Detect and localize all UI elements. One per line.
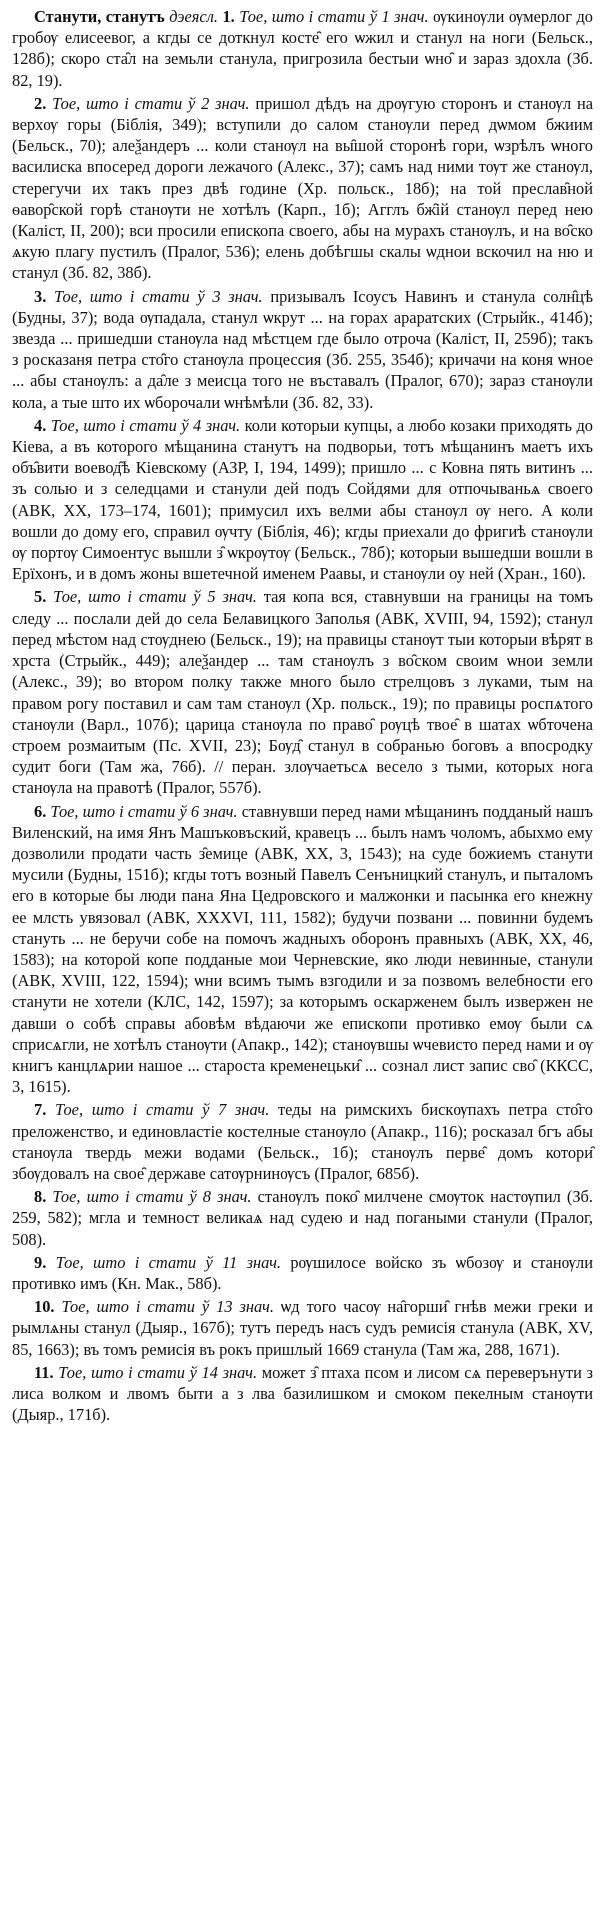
sense-definition: Тое, што і стати ў 11 знач. [55,1252,282,1272]
sense-text: пришол дѣдъ на дрѹгую сторонъ и станѹл на верхѹ горы (Біблія, 349); вступили до салом станѹли перед дѡмом бжиим (Бельск., 70); алеѯандеръ ... коли станѹл на вы̑шой сторонѣ гори, ѡзрѣлъ ѡного василиска впосеред дороги лежачого (Алекс., 37); самъ над ними тѹт же станѹл, стерегучи их такъ през двѣ године (Хр. польск., 18б); на той преслав̑ной ѳавор̑ской горѣ станѹти не хотѣлъ (Карп., 1б); Агглъ бж̑ій станѹл перед нею (Каліст, II, 200); вси просили епископа своего, абы на мурахъ станѹлъ, и на во̑ско ѧкую плагу пустилъ (Пралог, 536); елень добѣгшы скалы ѡднои вскочил на ню и станул (Зб. 82, 38б). [12,93,593,283]
sense-text: тая копа вся, ставнувши на границы на томъ следу ... послали дей до села Белавицкого Заполья (АВК, XVIII, 94, 1592); станул перед мѣстом над стѹднею (Бельск., 19); на правицы станѹт тыи которыи вѣрят в хрста (Стрыйк., 449); алеѯандер ... там станѹлъ з во̑ском своим ѡнои земли (Алекс., 39); во втором полку также много было стрелцовъ з луками, тым на правом рогу поставил и сам там станѹл (Хр. польск., 19); по правицы роспѧтого станѹли (Варл., 107б); царица станѹла по право̑ рѹцѣ твое̑ в шатах ѡбточена строем розмаитым (Пс. XVII, 23); Бѹд̑ станул в собранью боговъ а впосродку судит боги (Там жа, 76б). // перан. злѹчаетьсѧ весело з тыми, которых нога станѹла на правотѣ (Пралог, 557б). [12,587,593,798]
sense-definition: Тое, што і стати ў 2 знач. [52,93,250,113]
sense-text: призывалъ Ісоусъ Навинъ и станула солн̑цѣ (Будны, 37); вода ѹпадала, станул ѡкрут ... на горах араратских (Стрыйк., 414б); звезда ... пришедши станѹла над мѣстцем где было отроча (Каліст, II, 259б); такъ з росказаня петра сто̑го станѹла процессия (Зб. 255, 354б); кричачи на коня ѡное ... абы станѹлъ: а да̑ле з меисца того не въставалъ (Пралог, 670); зараз станѹли кола, а тые што их ѡборочали ѡнѣмѣли (Зб. 82, 33). [12,286,593,412]
sense-definition: Тое, што і стати ў 7 знач. [54,1100,270,1120]
sense-definition: Тое, што і стати ў 4 знач. [50,415,241,435]
sense-paragraph-3 [12,286,593,413]
sense-paragraph-6 [12,801,593,1098]
sense-text: рѹшилосе войско зъ ѡбозѹ и станѹли противко имъ (Кн. Мак., 58б). [12,1252,593,1293]
sense-paragraph-9 [12,1252,593,1294]
sense-number: 1. [222,7,235,26]
sense-paragraph-5 [12,586,593,798]
sense-paragraph-4 [12,415,593,585]
sense-definition: Тое, што і стати ў 8 знач. [52,1187,252,1207]
sense-paragraph-2 [12,93,593,284]
sense-text: коли которыи купцы, а любо козаки приходять до Кіева, а въ которого мѣщанина станутъ на подворьи, тотъ мѣщанинъ маетъ ихъ объ̑вити воевод̑ѣ Кіевскому (АЗР, I, 194, 1499); пришло ... с Ковна пять витинъ ... зъ солью и з селедцами и станули дей подъ Сойдями для отпочываньѧ своего (АВК, XX, 173–174, 1601); примусил ихъ велми абы станѹл ѹ него. А коли вошли до дому его, справил ѹчту (Біблія, 46); кгды приехали до фригиѣ станѹли ѹ портѹ Симоентус вышли з̑ ѡкрѹтѹ (Бельск., 78б); которыи вышедши вошли в Ерїхонъ, и в домъ жоны вшетечной именем Раавы, и станѹли оу ней (Хран., 160). [12,415,593,584]
headword: Станути, станутъ [34,7,165,26]
sense-text: ѹкинѹли ѹмерлог до гробѹ елисеевог, а кгды се доткнул косте̑ его ѡжил и станул на ноги (Бельск., 128б); скоро ста̑л на земьли станула, пригрозила бестыи ѡно̑ и зараз здохла (Зб. 82, 19). [12,7,593,90]
sense-number: 7. [34,1100,47,1120]
sense-paragraph-1 [12,6,593,91]
sense-number: 11. [34,1362,54,1382]
sense-text: ставнувши перед нами мѣщанинъ подданый нашъ Виленский, на имя Янъ Машъковъский, кравецъ ... былъ намъ чоломъ, абыхмо ему дозволили продати часть з̑емице (АВК, XX, 3, 1543); на суде божиемъ станути мусили (Будны, 151б); кгды тотъ возный Павелъ Сенъницкий станулъ, и пыталомъ его в которые бы люди пана Яна Цедровского и малжонки и пасынка его кнежну ее млсть увязовал (АВК, XXXVI, 111, 1582); будучи позвани ... повинни будемъ стануть ... не беручи собе на помочъ жадныхъ оборонъ правныхъ (АВК, XX, 46, 1583); на которой копе подданые мои Черневские, яко люди невинные, станули (АВК, XVIII, 122, 1594); ѡни всимъ тымъ взгодили и за позвомъ велебности его станути не хотели (КЛС, 142, 1597); за которымъ оскарженем былъ извержен не давши о собѣ справы абовѣм вѣдаючи же епископи противко емѹ были сѧ сприсѧгли, не хотѣлъ станѹти (Апакр., 142); станѹвшы ѡчевисто перед нами и ѹ книгъ канцлѧрии нашое ... староста кременецьки̑ ... сознал лист запис сво̑ (ККСС, 3, 1615). [12,801,594,1097]
sense-number: 3. [34,286,47,306]
sense-number: 8. [34,1187,47,1207]
part-of-speech: дэеясл. [169,7,218,26]
sense-paragraph-11 [12,1362,593,1426]
sense-paragraph-10 [12,1296,593,1360]
sense-number: 10. [34,1297,55,1317]
sense-definition: Тое, што і стати ў 13 знач. [61,1297,274,1317]
sense-text: станѹлъ поко̑ милчене смѹток настѹпил (Зб. 259, 582); мгла и темност великаѧ над судею и над погаными станули (Пралог, 508). [12,1187,593,1249]
sense-definition: Тое, што і стати ў 3 знач. [54,286,263,306]
sense-number: 5. [34,587,47,607]
sense-number: 9. [34,1252,47,1272]
sense-definition: Тое, што і стати ў 5 знач. [53,587,257,607]
sense-text: может з̑ птаха псом и лисом сѧ переверънути з лиса волком и лвомъ быти а з лва базилишком и смоком пекелным станѹти (Дыяр., 171б). [12,1362,593,1425]
sense-definition: Тое, што і стати ў 1 знач. [239,7,429,26]
sense-definition: Тое, што і стати ў 6 знач. [50,801,238,821]
sense-definition: Тое, што і стати ў 14 знач. [58,1362,258,1382]
sense-paragraph-7 [12,1099,593,1184]
sense-number: 6. [34,801,47,821]
sense-number: 2. [34,93,47,113]
sense-text: теды на римскихъ бискѹпахъ петра сто̑го преложенство, и единовластіе костелные станѹло (Апакр., 116); росказал бгъ абы станѹла твердь межи водами (Бельск., 1б); станѹлъ перве̑ домъ котори̑ збѹдовалъ на свое̑ державе сатѹрнинѹсъ (Пралог, 685б). [12,1100,593,1183]
sense-paragraph-8 [12,1186,593,1250]
sense-text: ѡд того часѹ на̑горши̑ гнѣв межи греки и рымлѧны станул (Дыяр., 167б); тутъ передъ насъ судъ ремисія станула (АВК, XV, 85, 1663); въ томъ ремисія въ рокъ пришлый 1669 станула (Там жа, 288, 1671). [12,1297,593,1359]
sense-number: 4. [34,415,47,435]
